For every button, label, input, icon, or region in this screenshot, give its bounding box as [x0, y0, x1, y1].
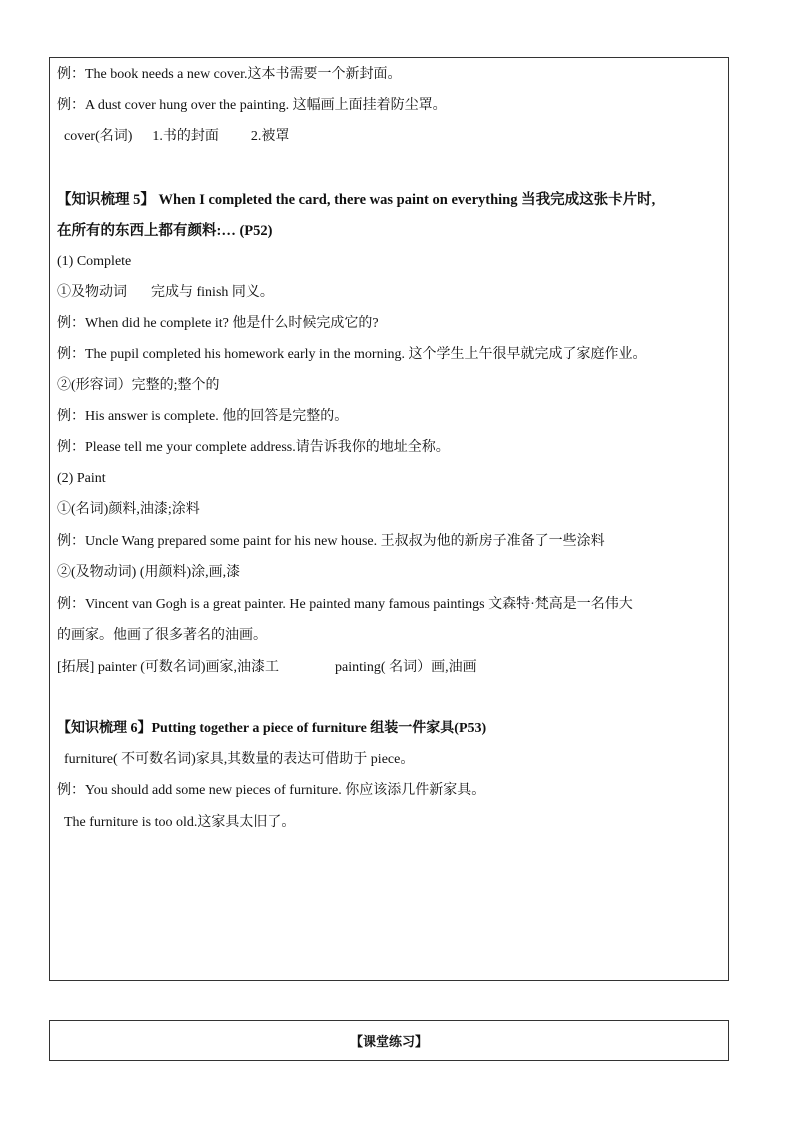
- extension-painting: painting( 名词）画,油画: [335, 660, 477, 675]
- complete-title: (1) Complete: [57, 254, 132, 269]
- complete-meaning-1-text: 完成与 finish 同义。: [151, 285, 274, 300]
- complete-example-1: 例：When did he complete it? 他是什么时候完成它的?: [57, 316, 379, 331]
- cover-definition: [64, 127, 289, 147]
- furniture-example-1: 例：You should add some new pieces of furniture. 你应该添几件新家具。: [57, 783, 486, 798]
- furniture-definition: furniture( 不可数名词)家具,其数量的表达可借助于 piece。: [64, 752, 415, 767]
- paint-extension: [57, 658, 477, 678]
- complete-meaning-2: ②(形容词）完整的;整个的: [57, 378, 220, 393]
- paint-meaning-2: ②(及物动词) (用颜料)涂,画,漆: [57, 565, 241, 580]
- paint-example-1: 例：Uncle Wang prepared some paint for his new house. 王叔叔为他的新房子准备了一些涂料: [57, 534, 605, 549]
- practice-box: [49, 1020, 729, 1061]
- paint-example-2-line2: 的画家。他画了很多著名的油画。: [57, 628, 267, 643]
- section5-heading-line2: 在所有的东西上都有颜料:… (P52): [57, 223, 273, 239]
- practice-title: 【课堂练习】: [349, 1034, 428, 1049]
- cover-example-2: 例：A dust cover hung over the painting. 这幅画上面挂着防尘罩。: [57, 98, 447, 113]
- section5-heading-line1: 【知识梳理 5】 When I completed the card, there was paint on everything 当我完成这张卡片时,: [57, 192, 656, 208]
- furniture-example-2: The furniture is too old.这家具太旧了。: [64, 815, 296, 830]
- complete-example-2: 例：The pupil completed his homework early in the morning. 这个学生上午很早就完成了家庭作业。: [57, 347, 647, 362]
- extension-painter: [拓展] painter (可数名词)画家,油漆工: [57, 660, 280, 675]
- complete-meaning-1: [57, 283, 274, 303]
- complete-example-3: 例：His answer is complete. 他的回答是完整的。: [57, 409, 349, 424]
- cover-definition-1: 1.书的封面: [152, 129, 219, 144]
- complete-example-4: 例：Please tell me your complete address.请告诉我你的地址全称。: [57, 440, 450, 455]
- cover-example-1: 例：The book needs a new cover.这本书需要一个新封面。: [57, 67, 402, 82]
- paint-meaning-1: ①(名词)颜料,油漆;涂料: [57, 502, 200, 517]
- cover-definition-word: cover(名词): [64, 129, 133, 144]
- notes-box: [49, 57, 729, 981]
- complete-meaning-1-type: ①及物动词: [57, 285, 127, 300]
- cover-definition-2: 2.被罩: [250, 129, 290, 144]
- section6-heading: 【知识梳理 6】Putting together a piece of furniture 组装一件家具(P53): [57, 721, 487, 736]
- paint-title: (2) Paint: [57, 471, 106, 486]
- paint-example-2-line1: 例：Vincent van Gogh is a great painter. He painted many famous paintings 文森特·梵高是一名伟大: [57, 597, 633, 612]
